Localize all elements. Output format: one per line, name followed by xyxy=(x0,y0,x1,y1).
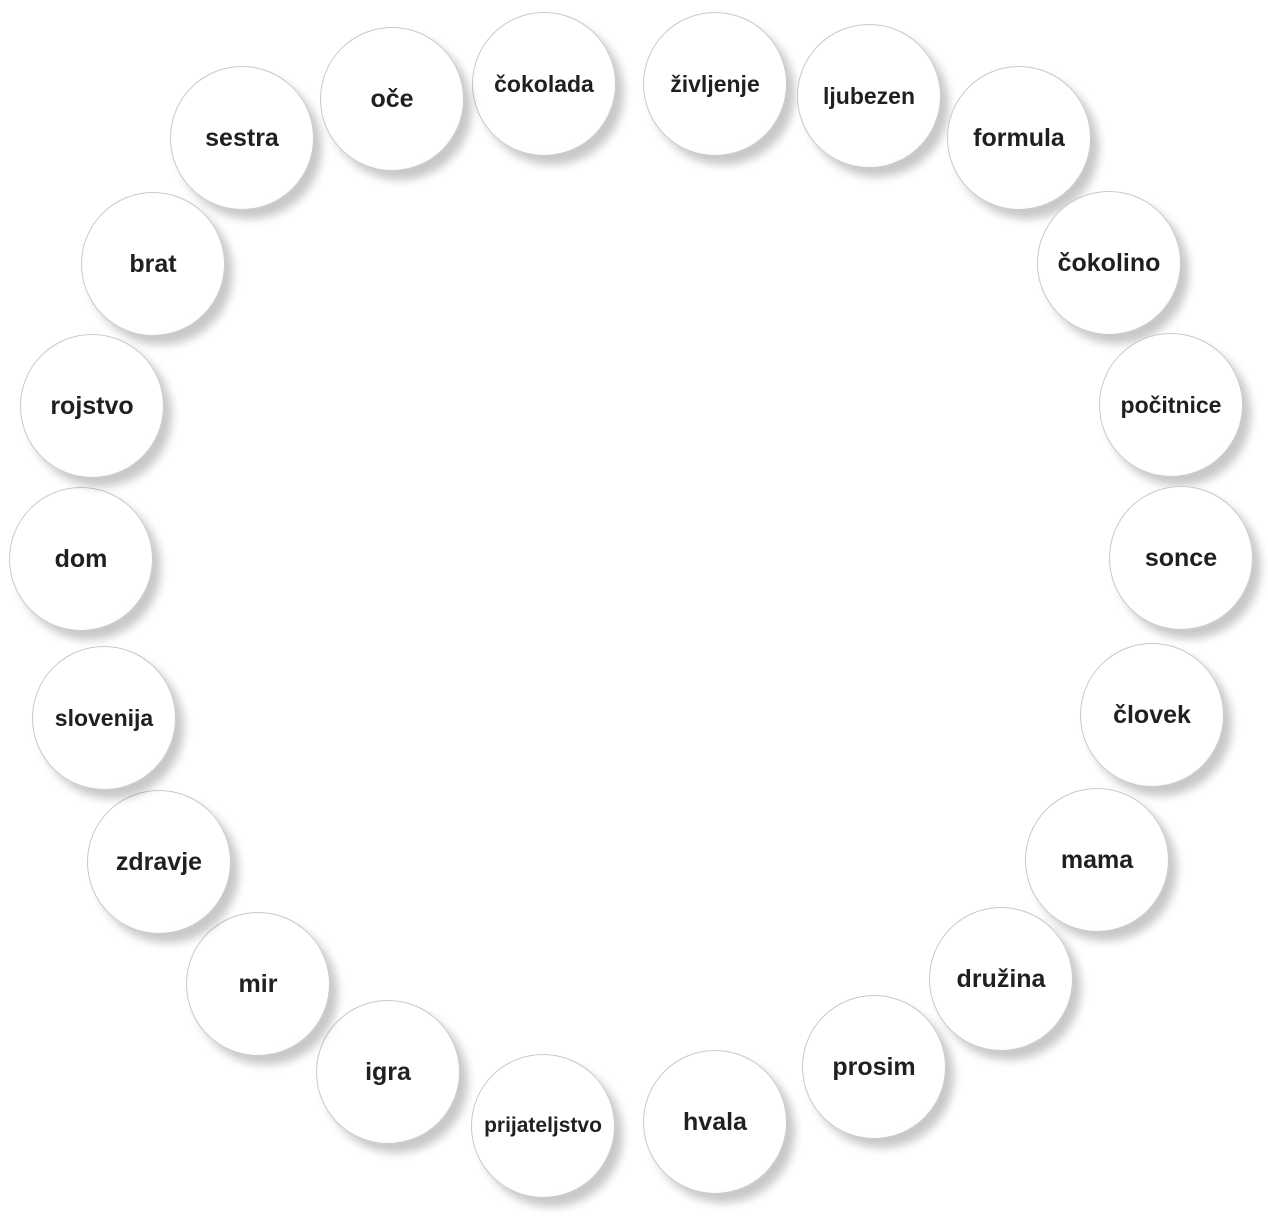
bubble-label: sonce xyxy=(1144,543,1218,572)
bubble-label: rojstvo xyxy=(50,391,134,420)
bubble-label: ljubezen xyxy=(822,82,915,109)
bubble-label: počitnice xyxy=(1120,391,1222,418)
bubble-ljubezen xyxy=(797,24,941,168)
bubble-clovek xyxy=(1080,643,1224,787)
bubble-rojstvo xyxy=(20,334,164,478)
bubble-label: igra xyxy=(365,1057,411,1086)
bubble-zivljenje xyxy=(643,12,787,156)
bubble-igra xyxy=(316,1000,460,1144)
bubble-label: hvala xyxy=(683,1107,747,1136)
bubble-slovenija xyxy=(32,646,176,790)
bubble-prosim xyxy=(802,995,946,1139)
bubble-label: brat xyxy=(129,249,177,278)
bubble-cokolada xyxy=(472,12,616,156)
bubble-label: oče xyxy=(370,84,414,113)
bubble-label: dom xyxy=(54,544,108,573)
bubble-label: življenje xyxy=(670,70,760,97)
bubble-label: prosim xyxy=(832,1052,916,1081)
bubble-label: zdravje xyxy=(115,847,203,876)
bubble-prijateljstvo xyxy=(471,1054,615,1198)
bubble-dom xyxy=(9,487,153,631)
bubble-label: slovenija xyxy=(54,704,154,731)
bubble-mama xyxy=(1025,788,1169,932)
bubble-label: čokolino xyxy=(1057,248,1161,277)
bubble-label: prijateljstvo xyxy=(484,1114,602,1137)
bubble-oce xyxy=(320,27,464,171)
bubble-label: mama xyxy=(1060,845,1134,874)
bubble-label: čokolada xyxy=(494,70,594,97)
bubble-label: mir xyxy=(238,969,278,998)
bubble-pocitnice xyxy=(1099,333,1243,477)
bubble-formula xyxy=(947,66,1091,210)
bubble-hvala xyxy=(643,1050,787,1194)
bubble-sonce xyxy=(1109,486,1253,630)
bubble-label: formula xyxy=(973,123,1065,152)
bubble-mir xyxy=(186,912,330,1056)
bubble-label: človek xyxy=(1113,700,1191,729)
bubble-druzina xyxy=(929,907,1073,1051)
bubble-label: sestra xyxy=(205,123,279,152)
bubble-brat xyxy=(81,192,225,336)
bubble-label: družina xyxy=(956,964,1046,993)
bubble-cokolino xyxy=(1037,191,1181,335)
bubble-zdravje xyxy=(87,790,231,934)
bubble-sestra xyxy=(170,66,314,210)
